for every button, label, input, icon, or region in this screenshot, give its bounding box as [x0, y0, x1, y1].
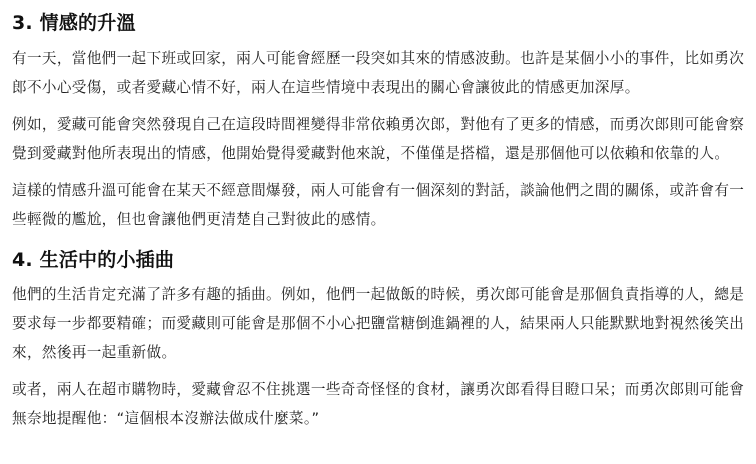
paragraph: 這樣的情感升溫可能會在某天不經意間爆發，兩人可能會有一個深刻的對話，談論他們之間的關係，或許會有一些輕微的尷尬，但也會讓他們更清楚自己對彼此的感情。	[12, 182, 745, 228]
section-heading: 4. 生活中的小插曲	[12, 249, 175, 271]
paragraph: 有一天，當他們一起下班或回家，兩人可能會經歷一段突如其來的情感波動。也許是某個小小的事件，比如勇次郎不小心受傷，或者愛藏心情不好，兩人在這些情境中表現出的關心會讓彼此的情感更加深厚。	[12, 50, 745, 96]
paragraph: 他們的生活肯定充滿了許多有趣的插曲。例如，他們一起做飯的時候，勇次郎可能會是那個負責指導的人，總是要求每一步都要精確；而愛藏則可能會是那個不小心把鹽當糖倒進鍋裡的人，結果兩人只能默默地對視然後笑出來，然後再一起重新做。	[12, 286, 745, 361]
paragraph: 例如，愛藏可能會突然發現自己在這段時間裡變得非常依賴勇次郎，對他有了更多的情感，而勇次郎則可能會察覺到愛藏對他所表現出的情感，他開始覺得愛藏對他來說，不僅僅是搭檔，還是那個他可以依賴和依靠的人。	[12, 116, 745, 162]
section-emotional-warming	[12, 0, 750, 234]
section-heading: 3. 情感的升溫	[12, 12, 136, 34]
section-life-episodes	[12, 234, 750, 433]
paragraph: 或者，兩人在超市購物時，愛藏會忍不住挑選一些奇奇怪怪的食材，讓勇次郎看得目瞪口呆；而勇次郎則可能會無奈地提醒他：“這個根本沒辦法做成什麼菜。”	[12, 381, 745, 427]
